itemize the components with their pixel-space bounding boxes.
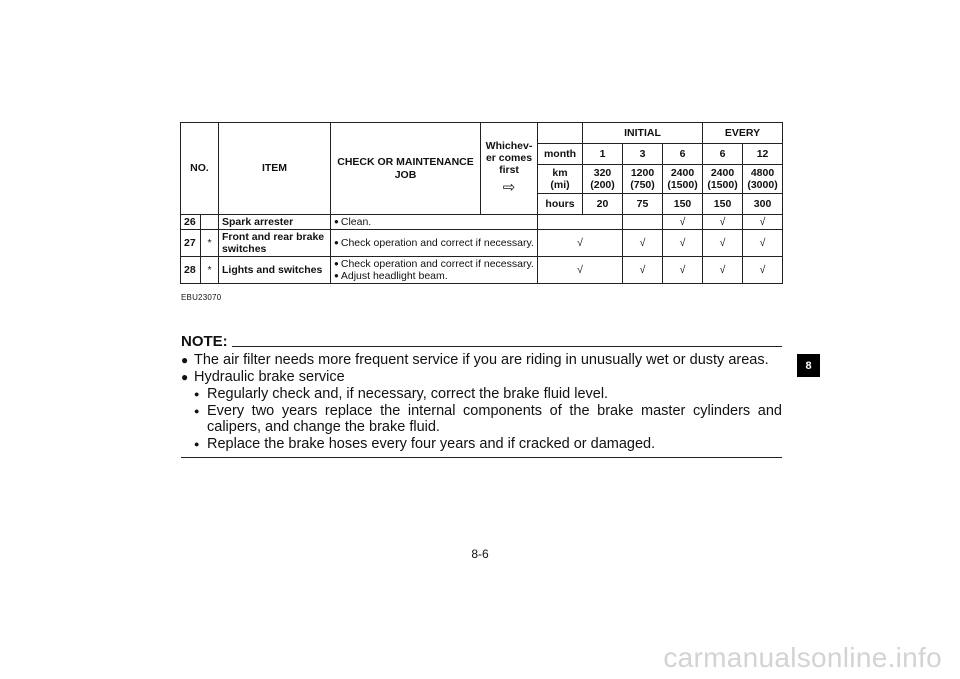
row-star: * (201, 230, 219, 257)
check-cell: √ (703, 257, 743, 284)
row-star: * (201, 257, 219, 284)
row-item: Lights and switches (219, 257, 331, 284)
km-cell: 320 (200) (583, 165, 623, 194)
bullet-icon: ● (334, 217, 339, 226)
note-subitem (181, 386, 782, 402)
check-cell: √ (743, 257, 783, 284)
row-item: Spark arrester (219, 215, 331, 230)
check-cell: √ (743, 215, 783, 230)
check-cell: √ (703, 215, 743, 230)
section-tab: 8 (797, 354, 820, 377)
note-subitem (181, 403, 782, 435)
header-initial: INITIAL (583, 123, 703, 144)
row-job (331, 215, 538, 230)
bullet-icon: ● (194, 406, 200, 416)
arrow-right-icon: ⇨ (502, 179, 516, 197)
check-cell: √ (703, 230, 743, 257)
job-text: Clean. (340, 216, 372, 228)
hours-cell: 150 (663, 194, 703, 215)
job-line (334, 258, 534, 270)
job-text: Check operation and correct if necessary. (340, 258, 534, 271)
check-cell: √ (623, 230, 663, 257)
note-text: Hydraulic brake service (194, 369, 345, 385)
row-number: 27 (181, 230, 201, 257)
note-box (181, 333, 782, 458)
note-subtext: Every two years replace the internal components of the brake master cylinders and calipers, and change the brake fluid. (207, 403, 782, 435)
watermark: carmanualsonline.info (663, 642, 942, 673)
hours-cell: 20 (583, 194, 623, 215)
note-subitem (181, 436, 782, 452)
job-line (334, 270, 534, 282)
km-cell: 1200 (750) (623, 165, 663, 194)
table-row (181, 215, 783, 230)
month-cell: 6 (703, 144, 743, 165)
km-cell: 2400 (1500) (703, 165, 743, 194)
hours-cell: 300 (743, 194, 783, 215)
table-row (181, 230, 783, 257)
bullet-icon: ● (181, 370, 189, 384)
month-cell: 3 (623, 144, 663, 165)
maintenance-table (180, 122, 783, 284)
check-cell: √ (663, 215, 703, 230)
header-every: EVERY (703, 123, 783, 144)
note-rule (232, 346, 782, 347)
job-line (334, 237, 534, 249)
check-cell: √ (538, 230, 623, 257)
bullet-icon: ● (194, 439, 200, 449)
bullet-icon: ● (334, 271, 339, 281)
hours-cell: 75 (623, 194, 663, 215)
row-item: Front and rear brake switches (219, 230, 331, 257)
header-no: NO. (181, 123, 219, 215)
note-subtext: Regularly check and, if necessary, correct the brake fluid level. (207, 386, 609, 402)
km-cell: 4800 (3000) (743, 165, 783, 194)
reference-code: EBU23070 (181, 293, 222, 302)
check-cell (623, 215, 663, 230)
row-number: 28 (181, 257, 201, 284)
note-end-rule (181, 457, 782, 458)
row-job (331, 257, 538, 284)
row-number: 26 (181, 215, 201, 230)
note-subtext: Replace the brake hoses every four years and if cracked or damaged. (207, 436, 656, 452)
check-cell: √ (663, 257, 703, 284)
bullet-icon: ● (334, 238, 339, 248)
label-month: month (538, 144, 583, 165)
header-item: ITEM (219, 123, 331, 215)
note-header (181, 333, 782, 350)
month-cell: 6 (663, 144, 703, 165)
km-cell: 2400 (1500) (663, 165, 703, 194)
whichever-label: Whichev- er comes first (485, 140, 533, 177)
check-cell: √ (538, 257, 623, 284)
note-item (181, 352, 782, 368)
page-number: 8-6 (471, 547, 489, 561)
note-label: NOTE: (181, 333, 228, 350)
check-cell (538, 215, 623, 230)
month-cell: 12 (743, 144, 783, 165)
check-cell: √ (663, 230, 703, 257)
table-row (181, 257, 783, 284)
job-text: Adjust headlight beam. (340, 270, 448, 283)
label-km: km (mi) (538, 165, 583, 194)
note-text: The air filter needs more frequent service if you are riding in unusually wet or dusty areas. (194, 352, 769, 368)
header-whichever (481, 123, 538, 215)
header-job: CHECK OR MAINTENANCE JOB (331, 123, 481, 215)
row-star (201, 215, 219, 230)
note-list (181, 352, 782, 452)
job-text: Check operation and correct if necessary. (340, 237, 534, 250)
hours-cell: 150 (703, 194, 743, 215)
check-cell: √ (743, 230, 783, 257)
check-cell: √ (623, 257, 663, 284)
row-job (331, 230, 538, 257)
month-cell: 1 (583, 144, 623, 165)
bullet-icon: ● (334, 259, 339, 269)
bullet-icon: ● (181, 353, 189, 367)
bullet-icon: ● (194, 389, 200, 399)
job-line (334, 216, 534, 228)
label-hours: hours (538, 194, 583, 215)
note-item (181, 369, 782, 385)
